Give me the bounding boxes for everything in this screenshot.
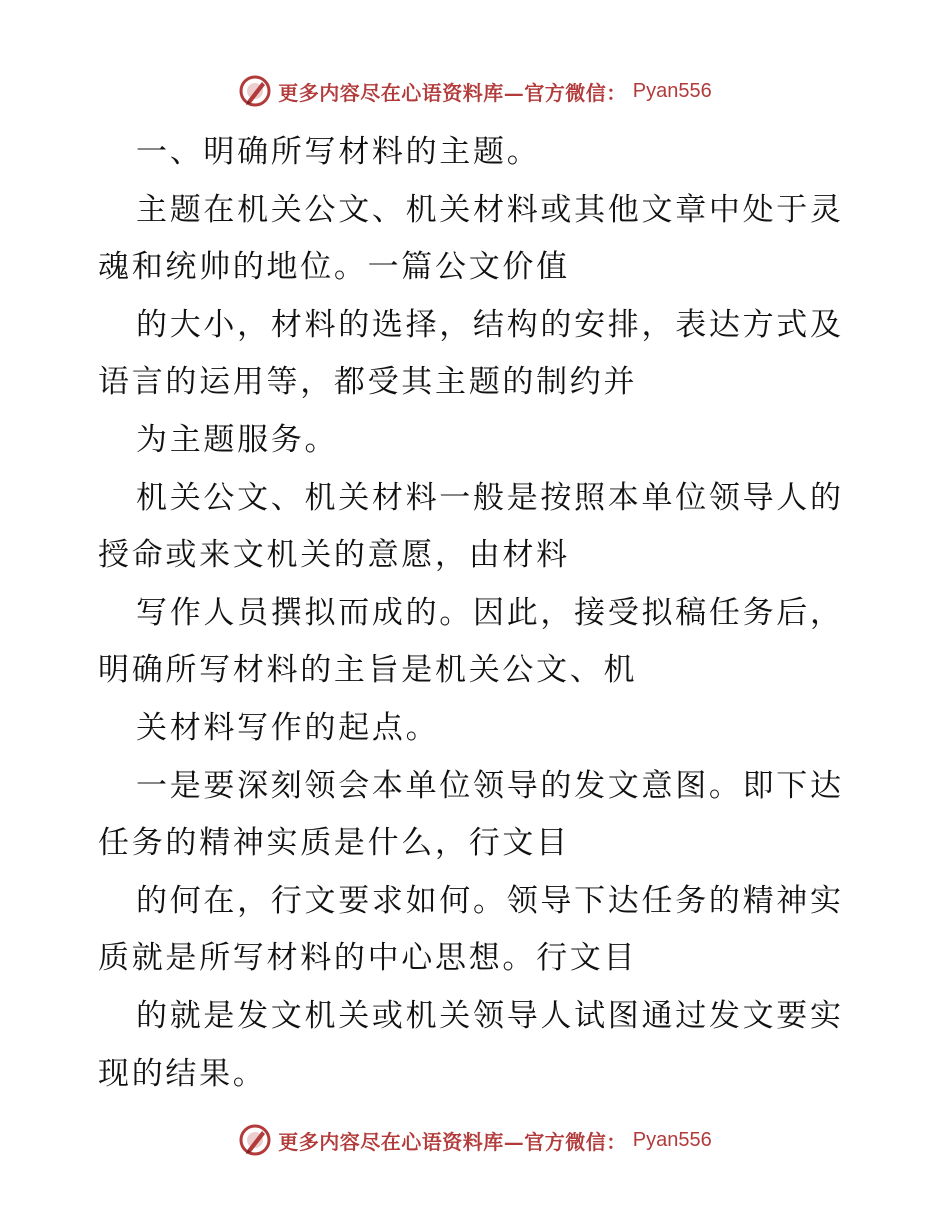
paragraph-line: 授命或来文机关的意愿，由材料 [98, 537, 570, 574]
paragraph-line: 的大小，材料的选择，结构的安排，表达方式及 [136, 306, 844, 343]
paragraph-line: 明确所写材料的主旨是机关公文、机 [98, 652, 638, 689]
paragraph-line: 一是要深刻领会本单位领导的发文意图。即下达 [136, 767, 844, 804]
paragraph-line: 的就是发文机关或机关领导人试图通过发文要实 [136, 997, 844, 1034]
paragraph-line: 主题在机关公文、机关材料或其他文章中处于灵 [136, 191, 844, 228]
paragraph-line: 现的结果。 [98, 1055, 267, 1092]
header-banner [0, 71, 950, 111]
paragraph-line: 质就是所写材料的中心思想。行文目 [98, 940, 638, 977]
paragraph-line: 一、明确所写材料的主题。 [136, 134, 541, 170]
pen-seal-icon [238, 74, 272, 108]
paragraph-line: 魂和统帅的地位。一篇公文价值 [98, 249, 570, 286]
footer-banner-text: 更多内容尽在心语资料库—官方微信： [278, 1129, 627, 1154]
pen-seal-icon [238, 1123, 272, 1157]
paragraph-line: 关材料写作的起点。 [136, 709, 440, 746]
header-banner-wechat-id: Pyan556 [632, 79, 712, 102]
footer-banner [0, 1120, 950, 1160]
header-banner-text: 更多内容尽在心语资料库—官方微信： [278, 80, 627, 105]
paragraph-line: 语言的运用等，都受其主题的制约并 [98, 364, 638, 401]
paragraph-line: 任务的精神实质是什么，行文目 [98, 825, 570, 862]
paragraph-line: 为主题服务。 [136, 421, 339, 458]
paragraph-line: 的何在，行文要求如何。领导下达任务的精神实 [136, 882, 844, 919]
footer-banner-wechat-id: Pyan556 [632, 1128, 712, 1151]
paragraph-line: 写作人员撰拟而成的。因此，接受拟稿任务后， [136, 594, 844, 631]
paragraph-line: 机关公文、机关材料一般是按照本单位领导人的 [136, 479, 844, 516]
document-body [98, 124, 858, 1103]
